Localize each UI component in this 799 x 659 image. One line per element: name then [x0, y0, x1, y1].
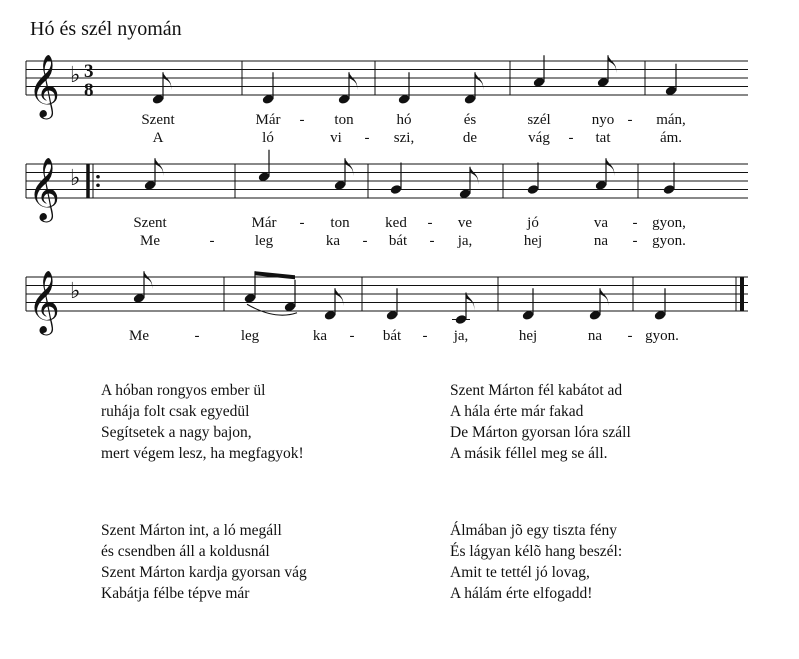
verse-line: Kabátja félbe tépve már: [101, 585, 250, 602]
lyric-syllable: na: [593, 233, 609, 249]
note-flag: [466, 293, 474, 311]
verse-1: [101, 380, 304, 464]
note-flag: [335, 288, 343, 306]
lyric-syllable: ked: [385, 215, 407, 231]
flat-sign-icon: ♭: [70, 166, 81, 191]
treble-clef-icon: 𝄞: [28, 157, 60, 220]
lyric-syllable: de: [462, 130, 478, 146]
lyric-syllable: -: [427, 215, 433, 231]
treble-clef-icon: 𝄞: [28, 270, 60, 333]
note-flag: [345, 158, 353, 176]
note-flag: [608, 55, 616, 73]
verse-line: Szent Márton kardja gyorsan vág: [101, 564, 307, 581]
lyric-syllable: gyon.: [645, 328, 679, 344]
verse-4: [450, 520, 622, 604]
note-flag: [155, 158, 163, 176]
verse-line: A másik féllel meg se áll.: [450, 445, 608, 462]
lyric-syllable: mán,: [656, 112, 686, 128]
lyric-syllable: -: [632, 233, 638, 249]
verse-line: Segítsetek a nagy bajon,: [101, 424, 252, 441]
lyric-syllable: na: [587, 328, 603, 344]
lyric-syllable: vi: [330, 130, 342, 146]
flat-sign-icon: ♭: [70, 63, 81, 88]
lyric-syllable: -: [209, 233, 215, 249]
lyric-syllable: Már: [255, 112, 281, 128]
time-sig-top: 3: [84, 61, 94, 82]
verse-line: Szent Márton fél kabátot ad: [450, 382, 623, 399]
lyric-syllable: ton: [334, 112, 354, 128]
lyric-syllable: -: [429, 233, 435, 249]
lyric-syllable: -: [627, 328, 633, 344]
lyric-syllable: gyon,: [652, 215, 686, 231]
lyric-syllable: -: [349, 328, 355, 344]
verse-line: A hála érte már fakad: [450, 403, 584, 420]
lyric-syllable: és: [463, 112, 477, 128]
song-title: Hó és szél nyomán: [30, 18, 182, 40]
lyric-syllable: gyon.: [652, 233, 686, 249]
lyric-syllable: va: [593, 215, 609, 231]
note-flag: [144, 271, 152, 289]
time-sig-bottom: 8: [84, 80, 94, 101]
lyric-syllable: vág: [528, 130, 550, 146]
lyric-syllable: -: [364, 130, 370, 146]
verse-line: A hóban rongyos ember ül: [101, 382, 266, 399]
repeat-dot: [96, 175, 100, 179]
lyric-syllable: jó: [527, 215, 539, 231]
lyric-syllable: tat: [595, 130, 611, 146]
lyric-syllable: ve: [457, 215, 473, 231]
verse-line: mert végem lesz, ha megfagyok!: [101, 445, 304, 462]
lyric-syllable: bát: [382, 328, 402, 344]
lyric-syllable: szi,: [393, 130, 415, 146]
lyric-syllable: hej: [523, 233, 543, 249]
verse-line: Szent Márton int, a ló megáll: [101, 522, 282, 539]
lyric-syllable: szél: [527, 112, 551, 128]
lyric-syllable: ló: [262, 130, 274, 146]
verse-3: [101, 520, 307, 604]
lyric-syllable: -: [627, 112, 633, 128]
lyric-syllable: leg: [254, 233, 274, 249]
verse-line: és csendben áll a koldusnál: [101, 543, 270, 560]
lyric-syllable: -: [632, 215, 638, 231]
verse-line: A hálám érte elfogadd!: [450, 585, 593, 602]
lyric-syllable: nyo: [591, 112, 615, 128]
note-flag: [475, 72, 483, 90]
lyric-syllable: -: [299, 112, 305, 128]
treble-clef-icon: 𝄞: [28, 54, 60, 117]
lyric-syllable: -: [422, 328, 428, 344]
lyric-syllable: ka: [325, 233, 341, 249]
lyric-syllable: leg: [240, 328, 260, 344]
verse-2: [450, 380, 631, 464]
lyric-syllable: Szent: [133, 215, 167, 231]
verse-line: Amit te tettél jó lovag,: [450, 564, 590, 581]
lyric-syllable: -: [299, 215, 305, 231]
note-flag: [163, 72, 171, 90]
lyric-syllable: ám.: [659, 130, 683, 146]
lyric-syllable: A: [152, 130, 164, 146]
repeat-dot: [96, 183, 100, 187]
verse-line: Álmában jõ egy tiszta fény: [450, 522, 618, 539]
lyric-syllable: -: [362, 233, 368, 249]
verse-line: ruhája folt csak egyedül: [101, 403, 250, 420]
lyric-syllable: Már: [251, 215, 277, 231]
lyric-syllable: -: [568, 130, 574, 146]
lyric-syllable: Me: [129, 328, 149, 344]
lyric-syllable: ja,: [457, 233, 473, 249]
note-beam: [255, 271, 295, 279]
lyric-syllable: Szent: [141, 112, 175, 128]
note-flag: [470, 167, 478, 185]
note-flag: [606, 158, 614, 176]
lyric-syllable: hej: [518, 328, 538, 344]
note-flag: [600, 288, 608, 306]
lyric-syllable: bát: [388, 233, 408, 249]
lyric-syllable: -: [194, 328, 200, 344]
lyric-syllable: ton: [330, 215, 350, 231]
lyric-syllable: Me: [140, 233, 160, 249]
flat-sign-icon: ♭: [70, 279, 81, 304]
lyric-syllable: ka: [312, 328, 328, 344]
lyric-syllable: hó: [396, 112, 412, 128]
note-flag: [349, 72, 357, 90]
lyric-syllable: ja,: [453, 328, 469, 344]
verse-line: De Márton gyorsan lóra száll: [450, 424, 631, 441]
verse-line: És lágyan kélõ hang beszél:: [450, 543, 623, 560]
